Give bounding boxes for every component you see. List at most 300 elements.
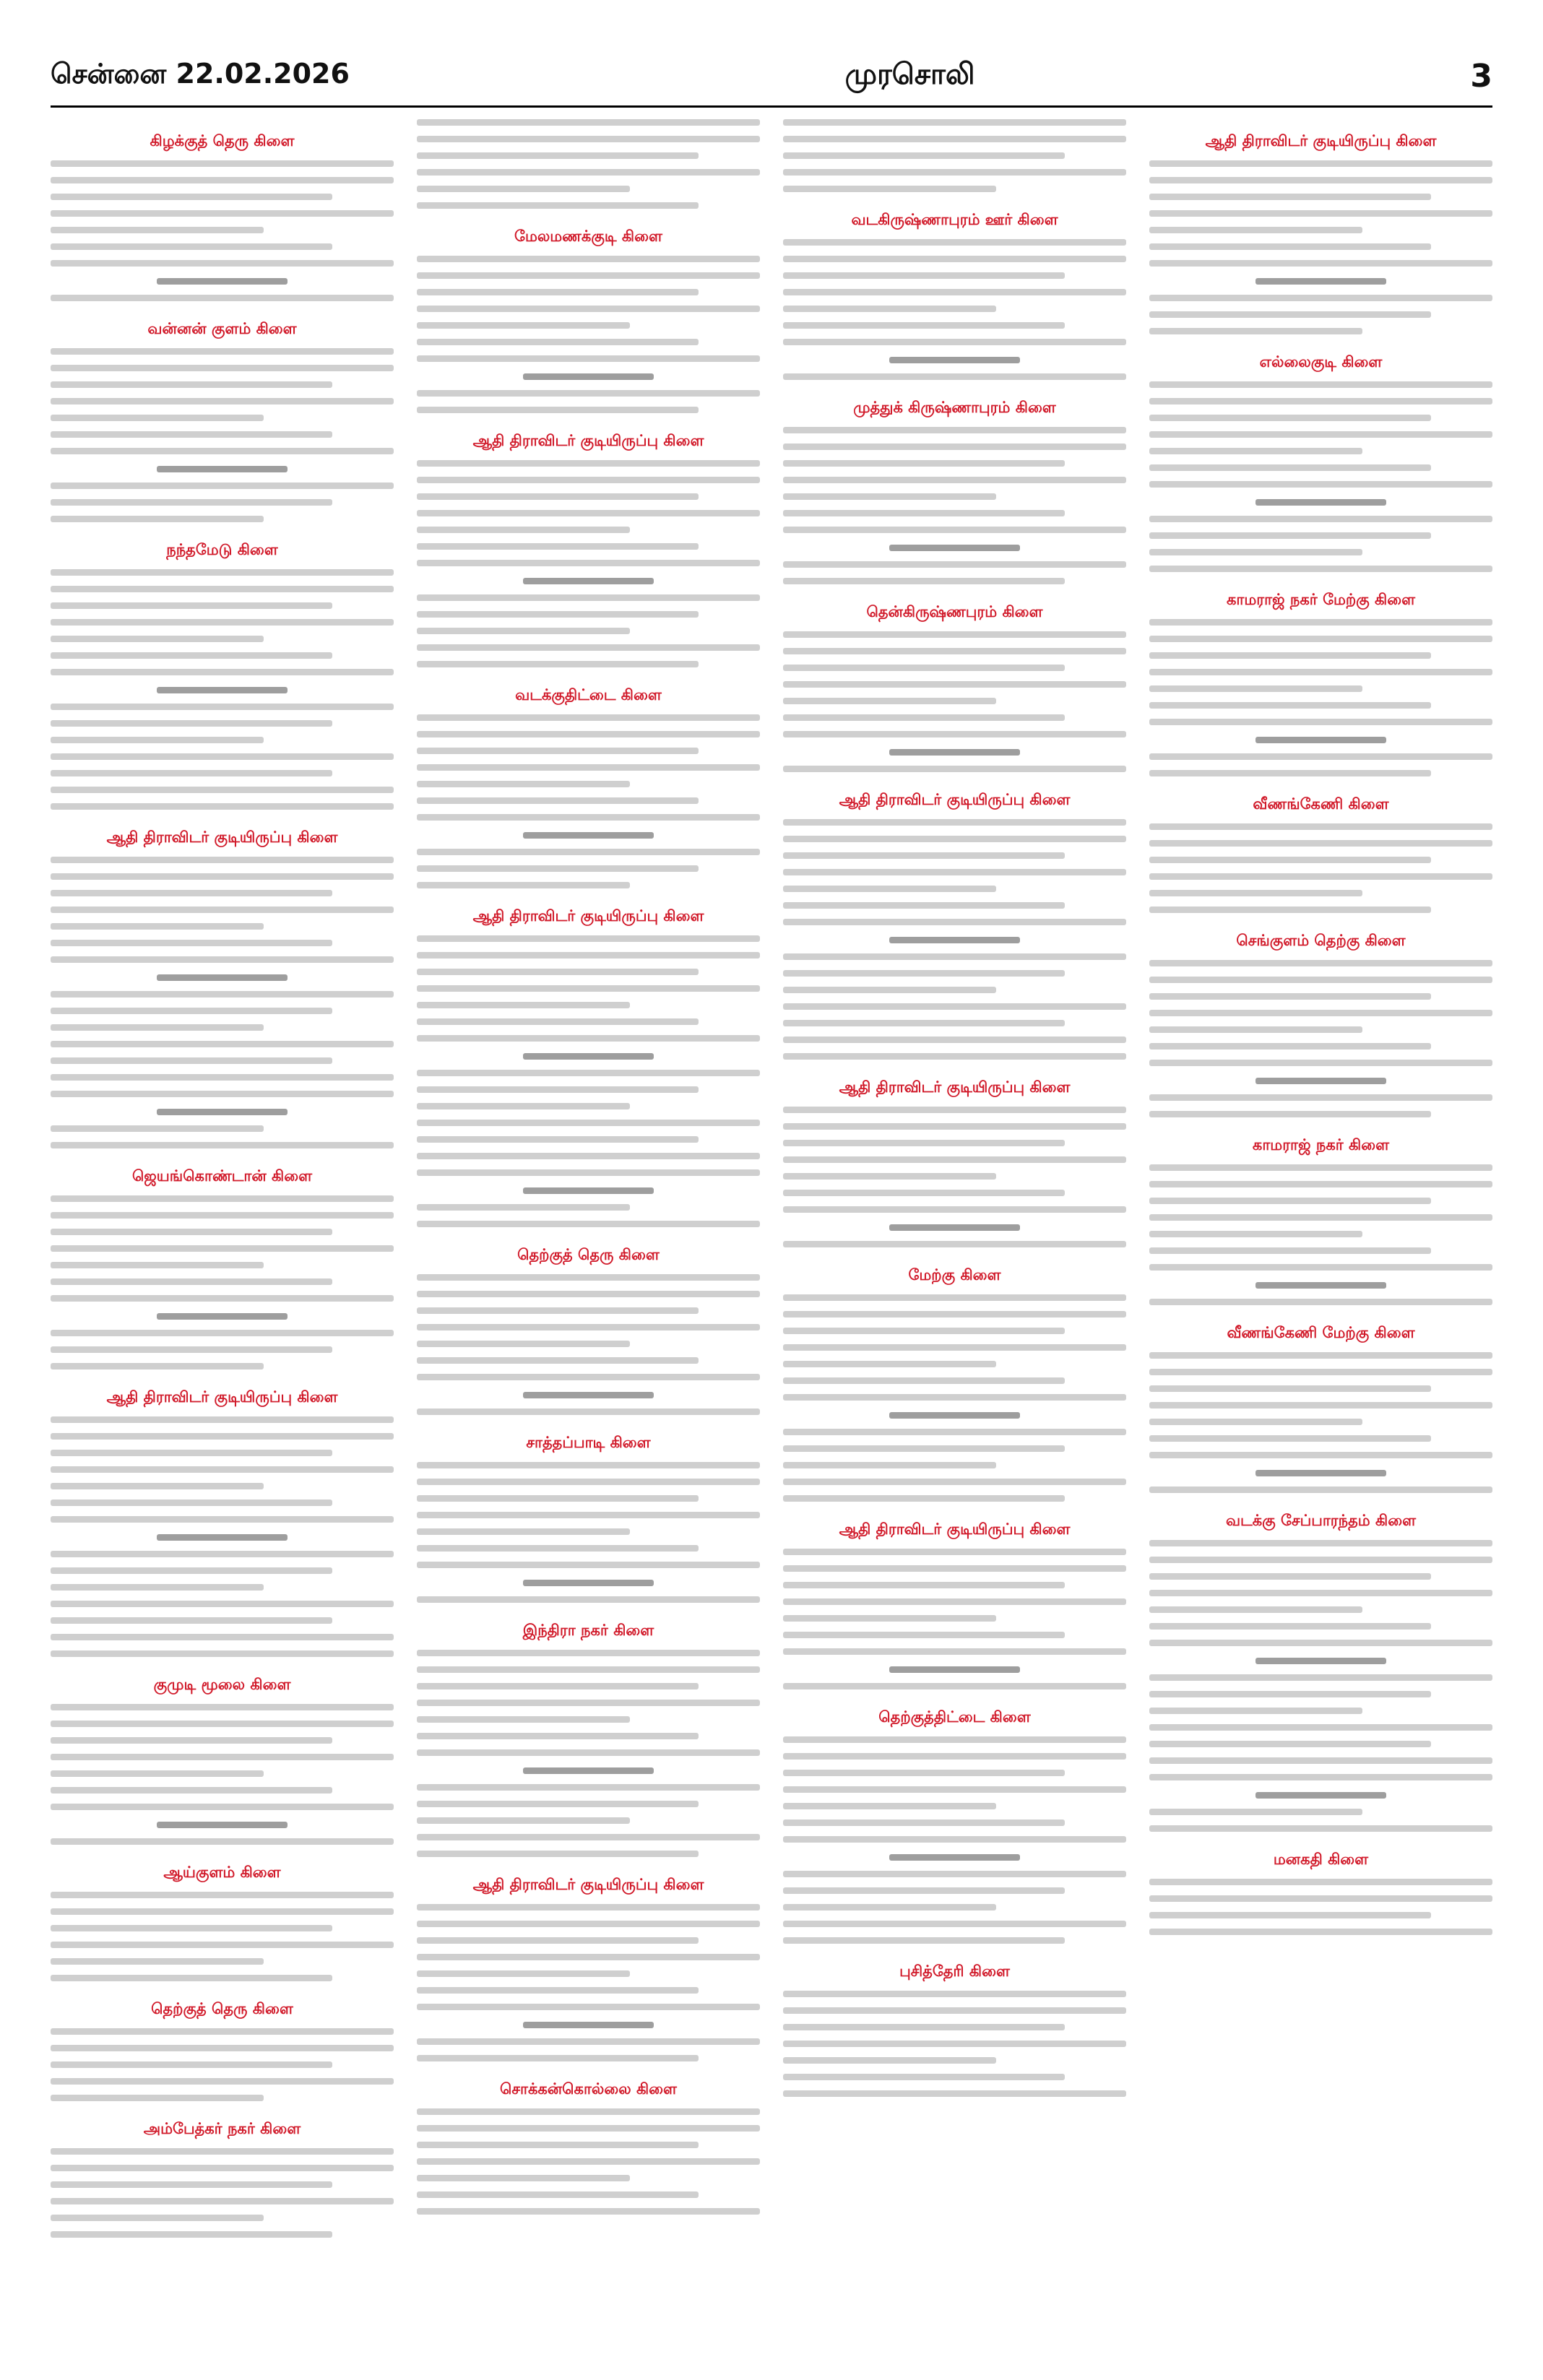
branch-heading: ஆதி திராவிடர் குடியிருப்பு கிளை (839, 791, 1071, 808)
branch-heading: ஆதி திராவிடர் குடியிருப்பு கிளை (472, 907, 704, 925)
text-line-placeholder (783, 1037, 1126, 1043)
text-line-placeholder (783, 2041, 1126, 2047)
text-line-placeholder (417, 2038, 760, 2045)
text-line-placeholder (1149, 636, 1492, 642)
branch-heading: சாத்தப்பாடி கிளை (526, 1434, 651, 1451)
text-line-placeholder (1149, 1010, 1492, 1016)
text-line-placeholder (51, 1908, 394, 1915)
text-line-placeholder (783, 1770, 1065, 1776)
text-line-placeholder (783, 1311, 1126, 1317)
text-line-placeholder (783, 1328, 1065, 1334)
text-line-placeholder (417, 1749, 760, 1756)
branch-heading: வடக்குதிட்டை கிளை (515, 686, 662, 704)
text-line-placeholder (417, 186, 630, 192)
text-line-placeholder (1149, 1895, 1492, 1902)
text-line-placeholder (51, 803, 394, 810)
text-line-placeholder (417, 543, 699, 550)
text-line-placeholder (417, 1784, 760, 1791)
text-line-placeholder (1149, 549, 1362, 555)
branch-section (783, 1520, 1126, 1689)
branch-heading: ஆதி திராவிடர் குடியிருப்பு கிளை (839, 1078, 1071, 1096)
branch-section (417, 1622, 760, 1857)
text-line-placeholder (1149, 906, 1431, 913)
text-line-placeholder (1149, 1640, 1492, 1646)
branch-heading: வடகிருஷ்ணாபுரம் ஊர் கிளை (851, 211, 1058, 228)
text-line-placeholder (51, 243, 332, 250)
text-line-placeholder (51, 1212, 394, 1219)
text-line-placeholder (1149, 194, 1431, 200)
text-line-placeholder (417, 985, 760, 992)
text-line-placeholder (417, 1307, 699, 1314)
text-line-placeholder (783, 1190, 1065, 1196)
text-line-placeholder (417, 169, 760, 176)
text-line-placeholder (1149, 1419, 1362, 1425)
text-line-placeholder (1149, 873, 1492, 880)
text-line-placeholder (51, 857, 394, 863)
text-line-placeholder (51, 1601, 394, 1607)
subheading-placeholder (157, 1534, 288, 1541)
branch-section (417, 1434, 760, 1603)
text-line-placeholder (1149, 960, 1492, 966)
text-line-placeholder (51, 704, 394, 710)
text-line-placeholder (783, 1786, 1126, 1793)
text-line-placeholder (51, 499, 332, 506)
text-line-placeholder (1149, 1094, 1492, 1101)
branch-section (417, 1876, 760, 2061)
branch-section (417, 1246, 760, 1415)
text-line-placeholder (783, 1632, 1065, 1638)
text-line-placeholder (783, 836, 1126, 842)
text-line-placeholder (783, 527, 1126, 533)
text-line-placeholder (783, 1241, 1126, 1247)
branch-section (51, 828, 394, 1148)
text-line-placeholder (1149, 311, 1431, 318)
text-line-placeholder (417, 644, 760, 651)
text-line-placeholder (51, 1650, 394, 1657)
text-line-placeholder (51, 1262, 264, 1268)
text-line-placeholder (51, 1754, 394, 1760)
text-line-placeholder (783, 902, 1065, 909)
text-line-placeholder (417, 1204, 630, 1211)
text-line-placeholder (417, 1120, 760, 1126)
text-line-placeholder (51, 448, 394, 454)
branch-heading: வன்னன் குளம் கிளை (147, 320, 297, 337)
text-line-placeholder (417, 1002, 630, 1008)
text-line-placeholder (417, 256, 760, 262)
text-line-placeholder (417, 814, 760, 821)
text-line-placeholder (783, 460, 1065, 467)
branch-heading: ஆதி திராவிடர் குடியிருப்பு கிளை (106, 1388, 338, 1406)
text-line-placeholder (51, 2165, 394, 2171)
text-line-placeholder (1149, 381, 1492, 388)
branch-section (417, 686, 760, 888)
text-line-placeholder (783, 2024, 1065, 2030)
text-line-placeholder (417, 865, 699, 872)
text-line-placeholder (1149, 328, 1362, 334)
text-line-placeholder (783, 1615, 996, 1622)
text-line-placeholder (783, 578, 1065, 584)
text-line-placeholder (783, 477, 1126, 483)
text-line-placeholder (783, 953, 1126, 960)
branch-section (783, 603, 1126, 772)
text-line-placeholder (51, 2045, 394, 2051)
text-line-placeholder (417, 1086, 699, 1093)
text-line-placeholder (1149, 1231, 1362, 1237)
text-line-placeholder (783, 1344, 1126, 1351)
text-line-placeholder (783, 631, 1126, 638)
text-line-placeholder (1149, 1247, 1431, 1254)
text-line-placeholder (51, 1500, 332, 1506)
text-line-placeholder (1149, 857, 1431, 863)
branch-section (1149, 591, 1492, 776)
text-line-placeholder (783, 1495, 1065, 1502)
text-line-placeholder (417, 1169, 760, 1176)
text-line-placeholder (783, 1206, 1126, 1213)
text-line-placeholder (783, 239, 1126, 246)
text-line-placeholder (417, 1291, 760, 1297)
text-line-placeholder (51, 365, 394, 371)
subheading-placeholder (157, 1822, 288, 1828)
branch-heading: ஆதி திராவிடர் குடியிருப்பு கிளை (106, 828, 338, 846)
text-line-placeholder (51, 2095, 264, 2101)
text-line-placeholder (417, 1528, 630, 1535)
text-line-placeholder (783, 1937, 1065, 1944)
text-line-placeholder (1149, 227, 1362, 233)
text-line-placeholder (51, 636, 264, 642)
text-line-placeholder (417, 1683, 699, 1689)
text-line-placeholder (1149, 823, 1492, 830)
subheading-placeholder (157, 466, 288, 472)
text-line-placeholder (1149, 398, 1492, 404)
branch-section (783, 791, 1126, 1060)
text-line-placeholder (783, 322, 1065, 329)
text-line-placeholder (783, 648, 1126, 654)
branch-heading: முத்துக் கிருஷ்ணாபுரம் கிளை (853, 399, 1056, 416)
text-line-placeholder (417, 1921, 760, 1927)
text-line-placeholder (51, 210, 394, 217)
subheading-placeholder (157, 1109, 288, 1115)
text-line-placeholder (51, 1551, 394, 1557)
text-line-placeholder (1149, 840, 1492, 847)
text-line-placeholder (783, 698, 996, 704)
text-line-placeholder (1149, 1369, 1492, 1375)
text-line-placeholder (783, 510, 1065, 516)
text-line-placeholder (783, 561, 1126, 568)
text-line-placeholder (51, 483, 394, 489)
text-line-placeholder (51, 619, 394, 626)
subheading-placeholder (523, 1580, 654, 1586)
text-line-placeholder (783, 819, 1126, 826)
text-line-placeholder (1149, 177, 1492, 183)
text-line-placeholder (783, 1887, 1065, 1894)
text-line-placeholder (417, 661, 699, 667)
text-line-placeholder (417, 152, 699, 159)
subheading-placeholder (523, 2022, 654, 2028)
text-line-placeholder (51, 348, 394, 355)
text-line-placeholder (417, 560, 760, 566)
text-line-placeholder (51, 1804, 394, 1810)
text-line-placeholder (783, 714, 1065, 721)
subheading-placeholder (523, 832, 654, 839)
text-line-placeholder (51, 1074, 394, 1081)
branch-heading: அம்பேத்கர் நகர் கிளை (143, 2120, 301, 2137)
text-line-placeholder (51, 669, 394, 675)
branch-section (51, 1676, 394, 1845)
text-line-placeholder (1149, 464, 1431, 471)
text-line-placeholder (417, 935, 760, 942)
text-line-placeholder (783, 186, 996, 192)
text-line-placeholder (51, 516, 264, 522)
branch-heading: புசித்தேரி கிளை (899, 1963, 1010, 1980)
text-line-placeholder (783, 1462, 996, 1468)
text-line-placeholder (1149, 1026, 1362, 1033)
text-line-placeholder (1149, 619, 1492, 626)
branch-section (1149, 932, 1492, 1117)
text-line-placeholder (1149, 1623, 1431, 1630)
subheading-placeholder (1255, 1282, 1386, 1289)
text-line-placeholder (417, 969, 699, 975)
text-line-placeholder (1149, 1181, 1492, 1187)
text-line-placeholder (51, 956, 394, 963)
text-line-placeholder (1149, 1111, 1431, 1117)
text-line-placeholder (783, 1549, 1126, 1555)
text-line-placeholder (51, 2181, 332, 2188)
text-line-placeholder (51, 1125, 264, 1132)
branch-section (783, 211, 1126, 380)
branch-section (1149, 353, 1492, 572)
text-line-placeholder (783, 2074, 1065, 2080)
text-line-placeholder (51, 737, 264, 743)
text-line-placeholder (51, 160, 394, 167)
text-line-placeholder (1149, 448, 1362, 454)
text-line-placeholder (51, 177, 394, 183)
subheading-placeholder (157, 974, 288, 981)
text-line-placeholder (417, 1987, 699, 1994)
text-line-placeholder (783, 136, 1126, 142)
branch-section (51, 1167, 394, 1369)
text-line-placeholder (51, 602, 332, 609)
text-line-placeholder (51, 753, 394, 760)
text-line-placeholder (51, 991, 394, 998)
subheading-placeholder (889, 749, 1020, 756)
text-line-placeholder (417, 1666, 760, 1673)
text-line-placeholder (783, 869, 1126, 875)
text-line-placeholder (51, 1975, 332, 1981)
text-line-placeholder (1149, 1385, 1431, 1392)
branch-section (783, 1078, 1126, 1247)
text-line-placeholder (51, 770, 332, 776)
subheading-placeholder (889, 545, 1020, 551)
text-line-placeholder (51, 1584, 264, 1591)
subheading-placeholder (157, 1313, 288, 1320)
branch-heading: நந்தமேடு கிளை (166, 541, 278, 558)
text-line-placeholder (1149, 1724, 1492, 1731)
text-line-placeholder (783, 1107, 1126, 1113)
text-line-placeholder (51, 1195, 394, 1202)
text-line-placeholder (783, 665, 1065, 671)
text-line-placeholder (417, 2191, 699, 2198)
branch-heading: சொக்கன்கொல்லை கிளை (500, 2080, 677, 2098)
text-line-placeholder (783, 2090, 1126, 2097)
text-line-placeholder (417, 322, 630, 329)
text-line-placeholder (783, 119, 1126, 126)
branch-heading: ஆய்குளம் கிளை (163, 1864, 281, 1881)
newspaper-title: முரசொலி (844, 57, 975, 91)
text-line-placeholder (417, 1018, 699, 1025)
text-line-placeholder (417, 2125, 760, 2132)
text-line-placeholder (1149, 1741, 1431, 1747)
text-line-placeholder (51, 1925, 332, 1931)
text-line-placeholder (51, 2078, 394, 2085)
text-line-placeholder (1149, 1557, 1492, 1563)
text-line-placeholder (417, 460, 760, 467)
text-line-placeholder (417, 1103, 630, 1109)
branch-heading: காமராஜ் நகர் மேற்கு கிளை (1226, 591, 1416, 608)
text-line-placeholder (417, 1716, 630, 1723)
branch-section (783, 1963, 1126, 2097)
text-line-placeholder (51, 1229, 332, 1235)
text-line-placeholder (783, 1904, 996, 1911)
text-line-placeholder (417, 849, 760, 855)
text-line-placeholder (1149, 1487, 1492, 1493)
text-line-placeholder (783, 1803, 996, 1809)
text-line-placeholder (1149, 1264, 1492, 1271)
text-line-placeholder (417, 714, 760, 721)
branch-heading: காமராஜ் நகர் கிளை (1252, 1136, 1390, 1154)
text-line-placeholder (783, 1053, 1126, 1060)
branch-heading: ஆதி திராவிடர் குடியிருப்பு கிளை (472, 432, 704, 449)
text-line-placeholder (1149, 243, 1431, 250)
branch-section (417, 228, 760, 413)
text-line-placeholder (1149, 260, 1492, 267)
branch-heading: மேலமணக்குடி கிளை (514, 228, 662, 245)
text-line-placeholder (417, 628, 630, 634)
branch-section (51, 320, 394, 522)
text-line-placeholder (1149, 702, 1431, 709)
text-line-placeholder (783, 1173, 996, 1180)
subheading-placeholder (523, 1187, 654, 1194)
text-line-placeholder (783, 1294, 1126, 1301)
text-line-placeholder (417, 272, 760, 279)
branch-section (51, 1864, 394, 1981)
text-line-placeholder (1149, 1590, 1492, 1596)
text-line-placeholder (51, 2148, 394, 2155)
text-line-placeholder (51, 787, 394, 793)
text-line-placeholder (783, 1140, 1065, 1146)
text-line-placeholder (417, 1596, 760, 1603)
text-line-placeholder (417, 1341, 630, 1347)
branch-section (417, 2080, 760, 2215)
text-line-placeholder (51, 1091, 394, 1097)
text-line-placeholder (783, 1683, 1126, 1689)
text-line-placeholder (51, 260, 394, 267)
text-line-placeholder (51, 1041, 394, 1047)
text-line-placeholder (1149, 753, 1492, 760)
subheading-placeholder (889, 1224, 1020, 1231)
branch-section (51, 1388, 394, 1657)
text-line-placeholder (783, 256, 1126, 262)
subheading-placeholder (889, 1412, 1020, 1419)
branch-section (783, 119, 1126, 192)
text-line-placeholder (417, 2108, 760, 2115)
text-line-placeholder (783, 1991, 1126, 1997)
text-line-placeholder (417, 1136, 699, 1143)
text-line-placeholder (51, 295, 394, 301)
text-line-placeholder (417, 1479, 760, 1485)
text-line-placeholder (51, 652, 332, 659)
text-line-placeholder (783, 852, 1065, 859)
column-3 (783, 119, 1126, 2351)
text-line-placeholder (417, 390, 760, 397)
branch-heading: தெற்குத்திட்டை கிளை (878, 1708, 1031, 1726)
text-line-placeholder (51, 1617, 332, 1624)
text-line-placeholder (417, 1374, 760, 1380)
subheading-placeholder (1255, 499, 1386, 506)
text-line-placeholder (417, 202, 699, 209)
branch-section (417, 119, 760, 209)
text-line-placeholder (51, 1634, 394, 1640)
text-line-placeholder (783, 1565, 1126, 1572)
text-line-placeholder (417, 527, 630, 533)
text-line-placeholder (783, 2007, 1126, 2014)
text-line-placeholder (417, 1937, 699, 1944)
text-line-placeholder (783, 1871, 1126, 1877)
text-line-placeholder (51, 1721, 394, 1727)
text-line-placeholder (1149, 160, 1492, 167)
text-line-placeholder (51, 923, 264, 930)
branch-heading: செங்குளம் தெற்கு கிளை (1236, 932, 1406, 949)
text-line-placeholder (1149, 1540, 1492, 1546)
text-line-placeholder (417, 952, 760, 959)
text-line-placeholder (417, 1153, 760, 1159)
branch-section (1149, 795, 1492, 913)
branch-section (51, 2000, 394, 2101)
text-line-placeholder (783, 919, 1126, 925)
text-line-placeholder (51, 398, 394, 404)
text-line-placeholder (783, 1648, 1126, 1655)
branch-heading: வீணங்கேணி கிளை (1253, 795, 1389, 813)
text-line-placeholder (783, 339, 1126, 345)
text-line-placeholder (783, 1921, 1126, 1927)
text-line-placeholder (51, 873, 394, 880)
text-line-placeholder (1149, 1060, 1492, 1066)
branch-heading: இந்திரா நகர் கிளை (522, 1622, 654, 1639)
subheading-placeholder (889, 937, 1020, 943)
text-line-placeholder (1149, 719, 1492, 725)
text-line-placeholder (1149, 1299, 1492, 1305)
branch-section (51, 2120, 394, 2238)
text-line-placeholder (417, 1070, 760, 1076)
text-line-placeholder (51, 415, 264, 421)
text-line-placeholder (1149, 210, 1492, 217)
text-line-placeholder (417, 2158, 760, 2165)
text-line-placeholder (783, 1156, 1126, 1163)
text-line-placeholder (783, 1003, 1126, 1010)
text-line-placeholder (417, 2142, 699, 2148)
masthead (51, 51, 1492, 101)
text-line-placeholder (51, 1942, 394, 1948)
text-line-placeholder (1149, 1691, 1431, 1697)
branch-section (783, 1708, 1126, 1944)
text-line-placeholder (1149, 516, 1492, 522)
text-line-placeholder (51, 1057, 332, 1064)
text-line-placeholder (1149, 652, 1431, 659)
page-number: 3 (1470, 57, 1492, 95)
text-line-placeholder (1149, 415, 1431, 421)
text-line-placeholder (417, 1562, 760, 1568)
text-line-placeholder (783, 2057, 996, 2064)
text-line-placeholder (51, 1024, 264, 1031)
